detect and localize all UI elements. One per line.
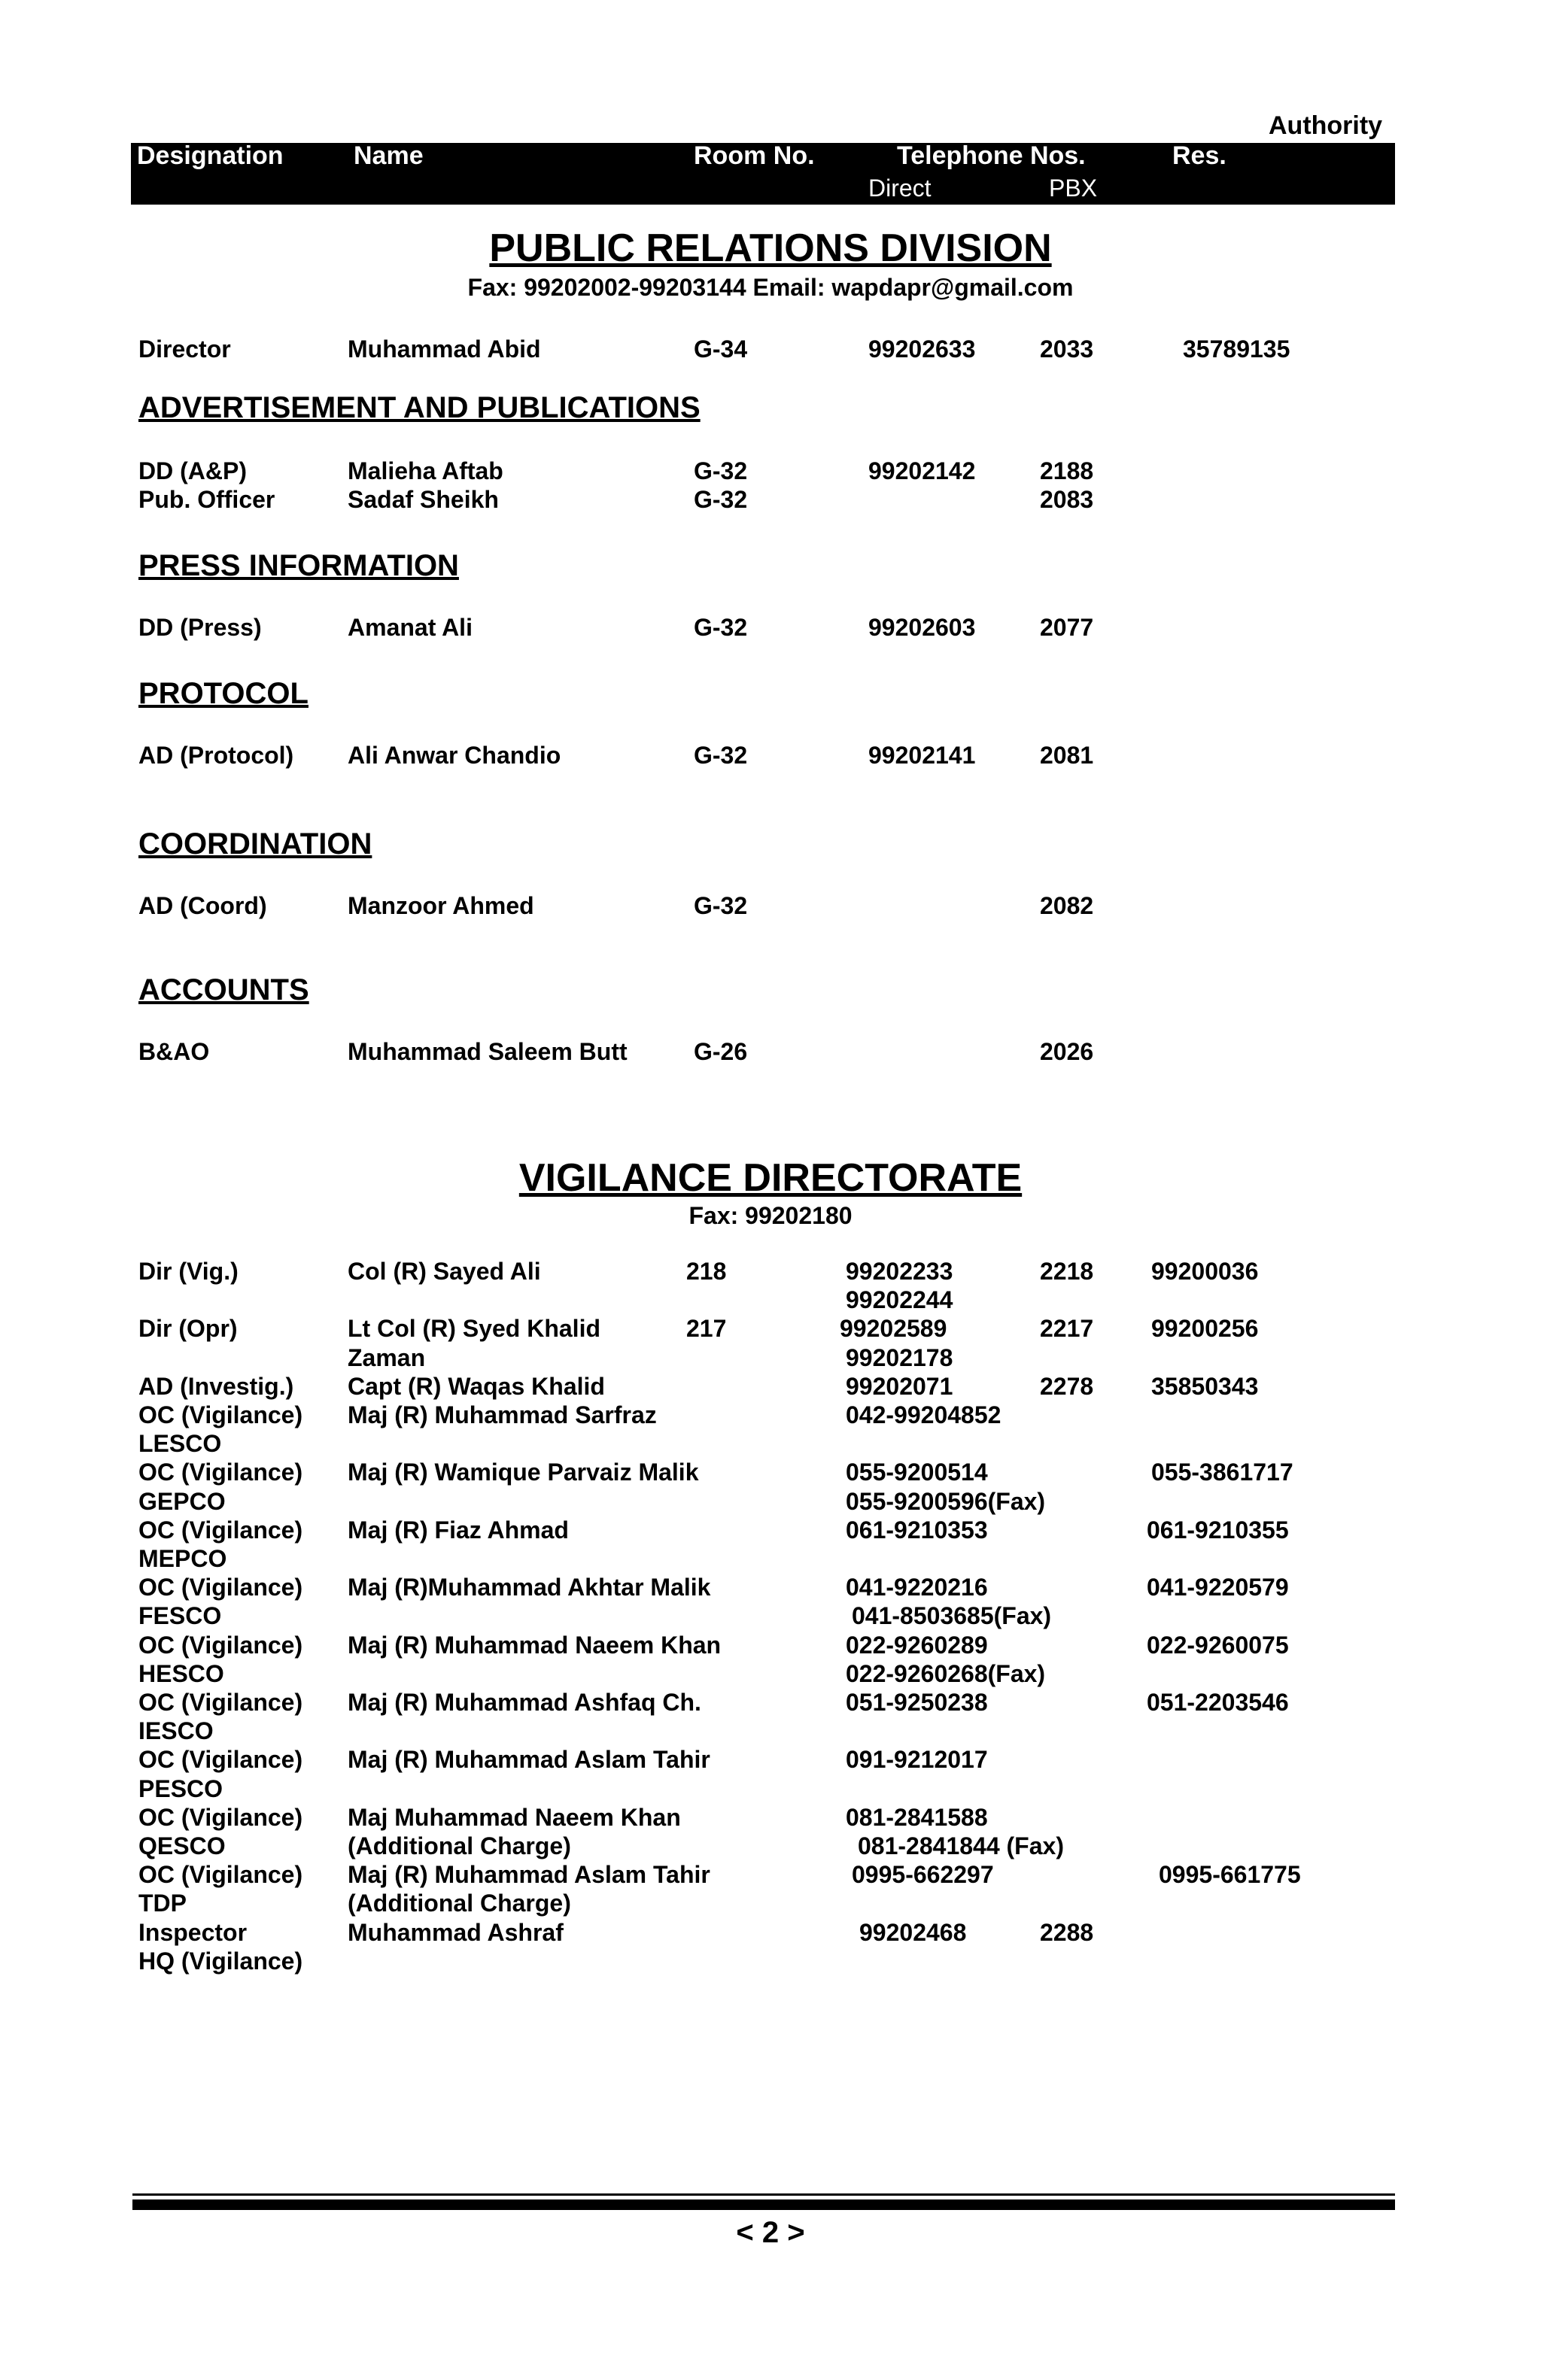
direct-cell: 99202633 <box>868 335 976 363</box>
table-row <box>0 614 1541 644</box>
table-row <box>0 1804 1541 1834</box>
res-cell: 055-3861717 <box>1151 1459 1293 1486</box>
section-heading-protocol: PROTOCOL <box>138 677 309 710</box>
name-cell: Col (R) Sayed Ali <box>348 1258 541 1285</box>
pbx-cell: 2083 <box>1040 486 1094 513</box>
name-cell: Maj (R)Muhammad Akhtar Malik <box>348 1574 711 1601</box>
designation-cell: FESCO <box>138 1602 222 1629</box>
table-row <box>0 1516 1541 1547</box>
res-cell: 041-9220579 <box>1147 1574 1289 1601</box>
direct-cell: 081-2841588 <box>846 1804 988 1831</box>
res-cell: 0995-661775 <box>1159 1861 1301 1888</box>
table-row <box>0 1286 1541 1316</box>
table-row <box>0 486 1541 516</box>
direct-cell: 99202244 <box>846 1286 953 1313</box>
direct-cell: 99202141 <box>868 742 976 769</box>
room-cell: 218 <box>686 1258 727 1285</box>
table-row <box>0 1488 1541 1518</box>
name-cell: Maj Muhammad Naeem Khan <box>348 1804 681 1831</box>
col-header-name: Name <box>354 141 424 170</box>
res-cell: 022-9260075 <box>1147 1632 1289 1659</box>
page-number: < 2 > <box>736 2216 805 2249</box>
room-cell: G-34 <box>694 335 748 363</box>
table-row <box>0 1545 1541 1575</box>
direct-cell: 99202589 <box>840 1315 947 1342</box>
table-row <box>0 1746 1541 1776</box>
designation-cell: MEPCO <box>138 1545 227 1572</box>
designation-cell: PESCO <box>138 1775 223 1802</box>
col-header-direct: Direct <box>868 175 932 202</box>
name-cell: Sadaf Sheikh <box>348 486 499 513</box>
name-cell: (Additional Charge) <box>348 1890 571 1917</box>
room-cell: G-32 <box>694 457 748 484</box>
table-row <box>0 1861 1541 1891</box>
table-row <box>0 1602 1541 1632</box>
col-header-room: Room No. <box>694 141 815 170</box>
name-cell: Maj (R) Muhammad Ashfaq Ch. <box>348 1689 701 1716</box>
table-row <box>0 1038 1541 1068</box>
designation-cell: AD (Coord) <box>138 892 267 919</box>
designation-cell: HQ (Vigilance) <box>138 1947 303 1975</box>
vigilance-fax: Fax: 99202180 <box>688 1202 853 1229</box>
table-row <box>0 1947 1541 1978</box>
section-heading-coordination: COORDINATION <box>138 827 372 861</box>
table-row <box>0 1430 1541 1460</box>
direct-cell: 99202233 <box>846 1258 953 1285</box>
pbx-cell: 2082 <box>1040 892 1094 919</box>
authority-label: Authority <box>1269 111 1383 140</box>
pbx-cell: 2218 <box>1040 1258 1094 1285</box>
direct-cell: 041-9220216 <box>846 1574 988 1601</box>
table-row <box>0 1832 1541 1862</box>
direct-cell: 022-9260268(Fax) <box>846 1660 1046 1687</box>
table-row <box>0 892 1541 922</box>
table-row <box>0 457 1541 487</box>
name-cell: Malieha Aftab <box>348 457 503 484</box>
designation-cell: Dir (Opr) <box>138 1315 238 1342</box>
name-cell: Zaman <box>348 1344 426 1371</box>
designation-cell: OC (Vigilance) <box>138 1401 303 1428</box>
designation-cell: Inspector <box>138 1919 248 1946</box>
table-row <box>0 1315 1541 1345</box>
col-header-designation: Designation <box>137 141 284 170</box>
table-row <box>0 1775 1541 1805</box>
name-cell: Muhammad Saleem Butt <box>348 1038 628 1065</box>
designation-cell: Director <box>138 335 231 363</box>
name-cell: Maj (R) Wamique Parvaiz Malik <box>348 1459 699 1486</box>
designation-cell: OC (Vigilance) <box>138 1516 303 1544</box>
footer-rule-thick <box>132 2199 1395 2210</box>
table-row <box>0 1890 1541 1920</box>
name-cell: Maj (R) Muhammad Aslam Tahir <box>348 1861 710 1888</box>
room-cell: G-32 <box>694 892 748 919</box>
room-cell: 217 <box>686 1315 727 1342</box>
pbx-cell: 2077 <box>1040 614 1094 641</box>
direct-cell: 055-9200514 <box>846 1459 988 1486</box>
direct-cell: 99202603 <box>868 614 976 641</box>
pbx-cell: 2081 <box>1040 742 1094 769</box>
designation-cell: AD (Investig.) <box>138 1373 294 1400</box>
room-cell: G-32 <box>694 742 748 769</box>
name-cell: Muhammad Ashraf <box>348 1919 564 1946</box>
direct-cell: 042-99204852 <box>846 1401 1001 1428</box>
table-row <box>0 1689 1541 1719</box>
name-cell: Amanat Ali <box>348 614 473 641</box>
room-cell: G-26 <box>694 1038 748 1065</box>
direct-cell: 022-9260289 <box>846 1632 988 1659</box>
designation-cell: OC (Vigilance) <box>138 1804 303 1831</box>
name-cell: Capt (R) Waqas Khalid <box>348 1373 605 1400</box>
designation-cell: AD (Protocol) <box>138 742 294 769</box>
table-row <box>0 1459 1541 1489</box>
room-cell: G-32 <box>694 486 748 513</box>
pbx-cell: 2026 <box>1040 1038 1094 1065</box>
designation-cell: LESCO <box>138 1430 222 1457</box>
designation-cell: IESCO <box>138 1717 214 1744</box>
table-row <box>0 1401 1541 1431</box>
name-cell: Maj (R) Muhammad Naeem Khan <box>348 1632 722 1659</box>
col-header-pbx: PBX <box>1049 175 1098 202</box>
res-cell: 35789135 <box>1183 335 1290 363</box>
direct-cell: 99202071 <box>846 1373 953 1400</box>
pr-division-contact: Fax: 99202002-99203144 Email: wapdapr@gmail.com <box>467 274 1074 301</box>
pbx-cell: 2188 <box>1040 457 1094 484</box>
name-cell: Muhammad Abid <box>348 335 541 363</box>
table-row <box>0 1258 1541 1288</box>
designation-cell: QESCO <box>138 1832 226 1859</box>
direct-cell: 091-9212017 <box>846 1746 988 1773</box>
name-cell: Lt Col (R) Syed Khalid <box>348 1315 600 1342</box>
res-cell: 061-9210355 <box>1147 1516 1289 1544</box>
table-row <box>0 335 1541 366</box>
designation-cell: OC (Vigilance) <box>138 1574 303 1601</box>
table-row <box>0 1344 1541 1374</box>
section-heading-advertisement: ADVERTISEMENT AND PUBLICATIONS <box>138 391 701 424</box>
designation-cell: DD (Press) <box>138 614 262 641</box>
res-cell: 99200036 <box>1151 1258 1259 1285</box>
footer-rule-thin <box>132 2193 1395 2196</box>
designation-cell: OC (Vigilance) <box>138 1632 303 1659</box>
name-cell: Maj (R) Muhammad Aslam Tahir <box>348 1746 710 1773</box>
table-row <box>0 1574 1541 1604</box>
designation-cell: OC (Vigilance) <box>138 1459 303 1486</box>
res-cell: 99200256 <box>1151 1315 1259 1342</box>
direct-cell: 99202142 <box>868 457 976 484</box>
designation-cell: OC (Vigilance) <box>138 1861 303 1888</box>
designation-cell: OC (Vigilance) <box>138 1689 303 1716</box>
res-cell: 051-2203546 <box>1147 1689 1289 1716</box>
direct-cell: 061-9210353 <box>846 1516 988 1544</box>
designation-cell: TDP <box>138 1890 187 1917</box>
section-heading-press: PRESS INFORMATION <box>138 549 459 582</box>
direct-cell: 081-2841844 (Fax) <box>858 1832 1064 1859</box>
direct-cell: 041-8503685(Fax) <box>852 1602 1052 1629</box>
designation-cell: Pub. Officer <box>138 486 275 513</box>
pbx-cell: 2278 <box>1040 1373 1094 1400</box>
pbx-cell: 2033 <box>1040 335 1094 363</box>
designation-cell: DD (A&P) <box>138 457 247 484</box>
designation-cell: HESCO <box>138 1660 224 1687</box>
vigilance-title: VIGILANCE DIRECTORATE <box>518 1156 1023 1200</box>
table-row <box>0 1373 1541 1403</box>
name-cell: (Additional Charge) <box>348 1832 571 1859</box>
direct-cell: 0995-662297 <box>852 1861 994 1888</box>
name-cell: Ali Anwar Chandio <box>348 742 561 769</box>
direct-cell: 99202178 <box>846 1344 953 1371</box>
direct-cell: 051-9250238 <box>846 1689 988 1716</box>
table-row <box>0 1717 1541 1747</box>
table-row <box>0 1632 1541 1662</box>
name-cell: Maj (R) Fiaz Ahmad <box>348 1516 569 1544</box>
name-cell: Manzoor Ahmed <box>348 892 534 919</box>
room-cell: G-32 <box>694 614 748 641</box>
table-row <box>0 1919 1541 1949</box>
pr-division-title: PUBLIC RELATIONS DIVISION <box>489 226 1052 270</box>
direct-cell: 055-9200596(Fax) <box>846 1488 1046 1515</box>
pbx-cell: 2288 <box>1040 1919 1094 1946</box>
table-row <box>0 742 1541 772</box>
section-heading-accounts: ACCOUNTS <box>138 973 309 1006</box>
designation-cell: B&AO <box>138 1038 210 1065</box>
designation-cell: OC (Vigilance) <box>138 1746 303 1773</box>
direct-cell: 99202468 <box>859 1919 967 1946</box>
name-cell: Maj (R) Muhammad Sarfraz <box>348 1401 657 1428</box>
col-header-telephone: Telephone Nos. <box>897 141 1086 170</box>
pbx-cell: 2217 <box>1040 1315 1094 1342</box>
res-cell: 35850343 <box>1151 1373 1259 1400</box>
col-header-res: Res. <box>1172 141 1226 170</box>
designation-cell: Dir (Vig.) <box>138 1258 239 1285</box>
designation-cell: GEPCO <box>138 1488 226 1515</box>
table-row <box>0 1660 1541 1690</box>
